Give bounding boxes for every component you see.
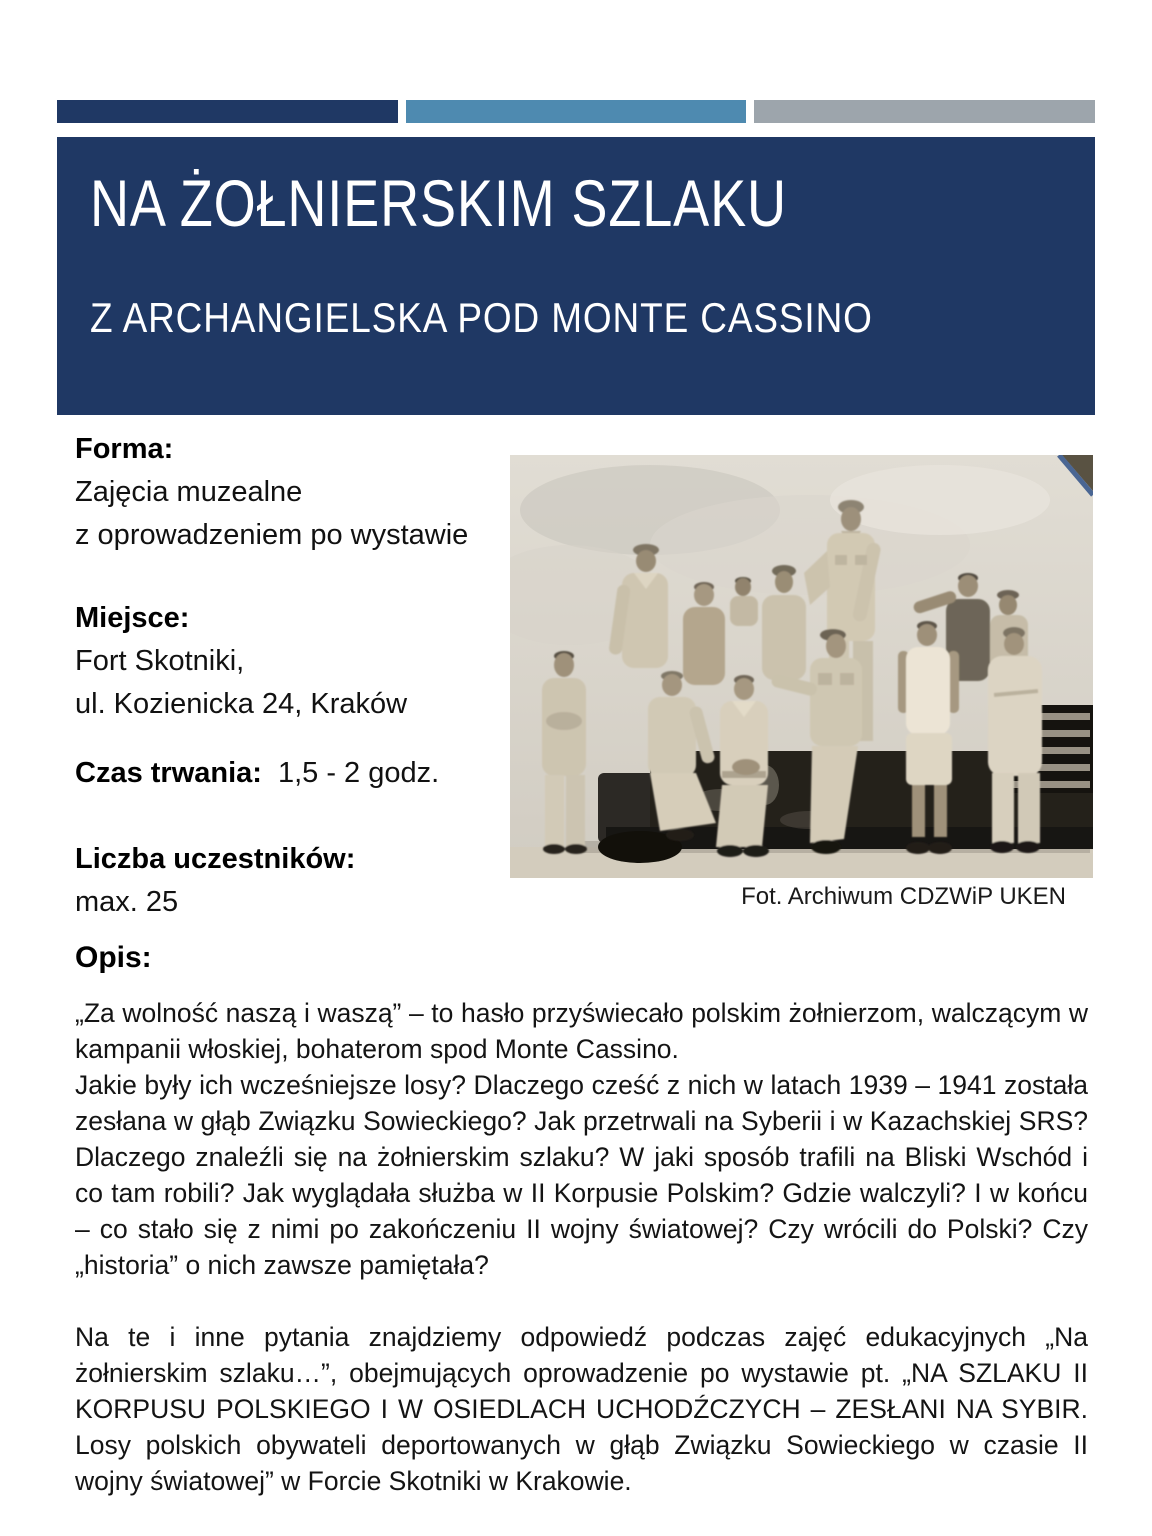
opis-paragraph-1: „Za wolność naszą i waszą” – to hasło przyświecało polskim żołnierzom, walczącym w kampanii włoskiej, bohaterom spod Monte Cassino.: [75, 998, 1088, 1064]
soldiers-photo-illustration: [510, 455, 1093, 878]
liczba-value: max. 25: [75, 886, 179, 918]
miejsce-label: Miejsce:: [75, 602, 190, 634]
miejsce-line-2: ul. Kozienicka 24, Kraków: [75, 688, 408, 720]
photo-caption: Fot. Archiwum CDZWiP UKEN: [741, 883, 1066, 910]
opis-heading: Opis:: [75, 941, 152, 974]
opis-paragraph-3: Na te i inne pytania znajdziemy odpowiedź podczas zajęć edukacyjnych „Na żołnierskim szlaku…”, obejmujących oprowadzenie po wystawie pt. „NA SZLAKU II KORPUSU POLSKIEGO I W OSIEDLACH UCHODŹCZYCH – ZESŁANI NA SYBIR. Losy polskich obywateli deportowanych w głąb Związku Sowieckiego w czasie II wojny światowej” w Forcie Skotniki w Krakowie.: [75, 1322, 1088, 1496]
czas-label: Czas trwania:: [75, 757, 262, 789]
info-section-forma: [75, 428, 468, 557]
title-block: [57, 137, 1095, 415]
opis-body: [75, 995, 1088, 1499]
czas-value: 1,5 - 2 godz.: [277, 757, 440, 789]
miejsce-line-1: Fort Skotniki,: [75, 645, 245, 677]
liczba-label: Liczba uczestników:: [75, 843, 356, 875]
info-section-czas: [75, 752, 439, 795]
info-section-miejsce: [75, 597, 407, 726]
accent-bar-row: [57, 100, 1095, 123]
forma-label: Forma:: [75, 433, 174, 465]
forma-line-2: z oprowadzeniem po wystawie: [75, 519, 469, 551]
accent-bar-blue: [406, 100, 747, 123]
page-subtitle: Z ARCHANGIELSKA POD MONTE CASSINO: [90, 294, 873, 341]
info-section-liczba: [75, 838, 355, 924]
page-title: NA ŻOŁNIERSKIM SZLAKU: [90, 166, 787, 240]
accent-bar-gray: [754, 100, 1095, 123]
opis-paragraph-2: Jakie były ich wcześniejsze losy? Dlaczego cześć z nich w latach 1939 – 1941 została zesłana w głąb Związku Sowieckiego? Jak przetrwali na Syberii i w Kazachskiej SRS? Dlaczego znaleźli się na żołnierskim szlaku? W jaki sposób trafili na Bliski Wschód i co tam robili? Jak wyglądała służba w II Korpusie Polskim? Gdzie walczyli? I w końcu – co stało się z nimi po zakończeniu II wojny światowej? Czy wrócili do Polski? Czy „historia” o nich zawsze pamiętała?: [75, 1070, 1088, 1280]
forma-line-1: Zajęcia muzealne: [75, 476, 303, 508]
accent-bar-navy: [57, 100, 398, 123]
soldiers-photo: [510, 455, 1093, 878]
